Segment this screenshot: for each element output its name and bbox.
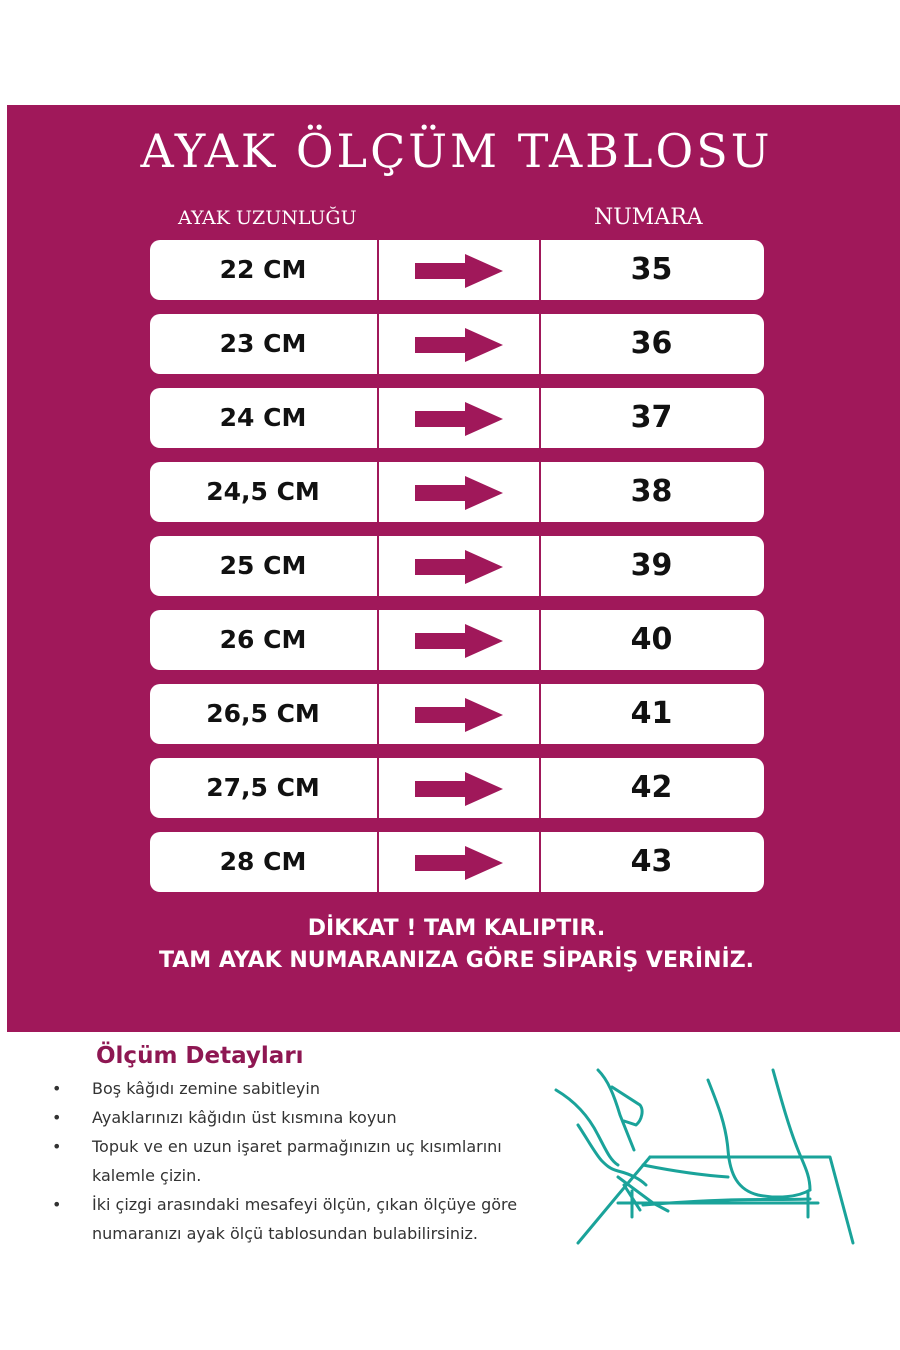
arrow-right-icon (413, 845, 505, 881)
shoe-size-cell: 41 (630, 696, 673, 731)
shoe-size-cell: 43 (630, 844, 673, 879)
arrow-right-icon (413, 401, 505, 437)
arrow-right-icon (413, 623, 505, 659)
arrow-cell (377, 536, 541, 596)
foot-length-cell: 24 CM (219, 403, 307, 432)
arrow-cell (377, 610, 541, 670)
arrow-cell (377, 388, 541, 448)
foot-length-cell: 26,5 CM (206, 699, 320, 728)
shoe-size-cell: 42 (630, 770, 673, 805)
size-row (150, 684, 764, 744)
shoe-size-cell: 40 (630, 622, 673, 657)
arrow-cell (377, 758, 541, 818)
foot-length-cell: 24,5 CM (206, 477, 320, 506)
foot-length-cell: 28 CM (219, 847, 307, 876)
size-row (150, 314, 764, 374)
arrow-cell (377, 240, 541, 300)
arrow-cell (377, 684, 541, 744)
arrow-right-icon (413, 697, 505, 733)
arrow-right-icon (413, 771, 505, 807)
details-item: • Topuk ve en uzun işaret parmağınızın uç kısımlarını kalemle çizin. (48, 1132, 518, 1190)
size-row (150, 758, 764, 818)
details-list (48, 1074, 518, 1248)
shoe-size-cell: 37 (630, 400, 673, 435)
warning-line-2: TAM AYAK NUMARANIZA GÖRE SİPARİŞ VERİNİZ. (158, 948, 755, 973)
arrow-right-icon (413, 475, 505, 511)
foot-length-cell: 22 CM (219, 255, 307, 284)
details-title: Ölçüm Detayları (96, 1043, 304, 1069)
warning-line-1: DİKKAT ! TAM KALIPTIR. (307, 916, 606, 941)
foot-measurement-illustration (548, 1065, 858, 1245)
size-row (150, 610, 764, 670)
foot-length-cell: 27,5 CM (206, 773, 320, 802)
arrow-cell (377, 832, 541, 892)
size-row (150, 388, 764, 448)
foot-length-cell: 23 CM (219, 329, 307, 358)
arrow-cell (377, 314, 541, 374)
shoe-size-cell: 38 (630, 474, 673, 509)
details-item: • İki çizgi arasındaki mesafeyi ölçün, çıkan ölçüye göre numaranızı ayak ölçü tablosundan bulabilirsiniz. (48, 1190, 518, 1248)
details-item: • Ayaklarınızı kâğıdın üst kısmına koyun (48, 1103, 518, 1132)
details-item: • Boş kâğıdı zemine sabitleyin (48, 1074, 518, 1103)
arrow-right-icon (413, 327, 505, 363)
size-row (150, 536, 764, 596)
size-row (150, 832, 764, 892)
shoe-size-cell: 39 (630, 548, 673, 583)
column-header-length: AYAK UZUNLUĞU (178, 207, 357, 229)
arrow-right-icon (413, 253, 505, 289)
shoe-size-cell: 35 (630, 252, 673, 287)
arrow-right-icon (413, 549, 505, 585)
size-row (150, 462, 764, 522)
foot-length-cell: 25 CM (219, 551, 307, 580)
arrow-cell (377, 462, 541, 522)
foot-length-cell: 26 CM (219, 625, 307, 654)
chart-title: AYAK ÖLÇÜM TABLOSU (140, 124, 773, 178)
shoe-size-cell: 36 (630, 326, 673, 361)
column-header-size: NUMARA (594, 205, 703, 230)
size-row (150, 240, 764, 300)
